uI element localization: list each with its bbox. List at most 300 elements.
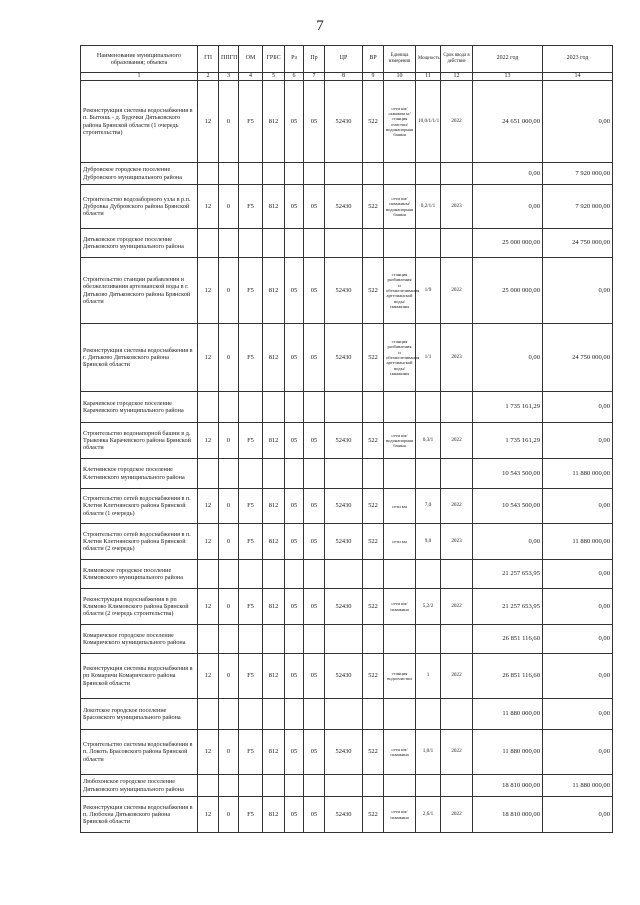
- cell-term: 2023: [441, 185, 473, 229]
- column-index: 12: [441, 73, 473, 81]
- cell-cr: [325, 229, 363, 258]
- cell-rz: 05: [285, 185, 304, 229]
- cell-om: F5: [239, 730, 263, 775]
- cell-gp: 12: [198, 423, 219, 459]
- cell-gp: [198, 229, 219, 258]
- cell-vr: [363, 163, 384, 185]
- cell-om: F5: [239, 324, 263, 392]
- cell-cr: [325, 392, 363, 423]
- cell-cr: 52430: [325, 81, 363, 163]
- cell-term: 2022: [441, 589, 473, 625]
- cell-om: F5: [239, 185, 263, 229]
- cell-rz: [285, 625, 304, 654]
- cell-unit: [384, 560, 416, 589]
- cell-rz: 05: [285, 797, 304, 833]
- cell-cr: [325, 625, 363, 654]
- cell-term: [441, 775, 473, 797]
- cell-vr: [363, 775, 384, 797]
- cell-om: F5: [239, 258, 263, 324]
- cell-vr: [363, 459, 384, 489]
- cell-ppgp: [219, 560, 239, 589]
- cell-power: 10,0/1/1/1: [416, 81, 441, 163]
- cell-unit: [384, 625, 416, 654]
- cell-ppgp: 0: [219, 324, 239, 392]
- cell-grbs: 812: [263, 589, 285, 625]
- cell-y2022: 0,00: [473, 163, 543, 185]
- cell-unit: сети км/скважина: [384, 797, 416, 833]
- cell-grbs: [263, 459, 285, 489]
- group-row: [81, 775, 613, 797]
- cell-om: F5: [239, 81, 263, 163]
- column-index: 4: [239, 73, 263, 81]
- column-index: 11: [416, 73, 441, 81]
- column-index: 10: [384, 73, 416, 81]
- cell-power: [416, 560, 441, 589]
- cell-ppgp: [219, 775, 239, 797]
- cell-rz: 05: [285, 589, 304, 625]
- cell-rz: 05: [285, 324, 304, 392]
- cell-unit: сети км/скважина: [384, 589, 416, 625]
- cell-y2022: 0,00: [473, 185, 543, 229]
- cell-cr: 52430: [325, 185, 363, 229]
- cell-name: Реконструкция системы водоснабжения в рп Комаричи Комаричского района Брянской области: [81, 654, 198, 699]
- cell-ppgp: 0: [219, 258, 239, 324]
- cell-cr: 52430: [325, 797, 363, 833]
- header-row: [81, 46, 613, 73]
- object-row: [81, 730, 613, 775]
- cell-y2023: 24 750 000,00: [543, 229, 613, 258]
- cell-om: [239, 229, 263, 258]
- object-row: [81, 423, 613, 459]
- cell-cr: 52430: [325, 654, 363, 699]
- cell-y2023: 0,00: [543, 589, 613, 625]
- cell-rz: 05: [285, 524, 304, 560]
- cell-rz: 05: [285, 654, 304, 699]
- cell-power: 7,0: [416, 489, 441, 524]
- cell-unit: сети км/скважина: [384, 730, 416, 775]
- cell-om: [239, 625, 263, 654]
- cell-cr: [325, 699, 363, 730]
- cell-y2022: 1 735 161,29: [473, 392, 543, 423]
- cell-name: Реконструкция системы водоснабжения в п. Бытошь - д. Будочки Дятьковского района Брянской области (1 очередь строительства): [81, 81, 198, 163]
- cell-power: 1/1: [416, 324, 441, 392]
- cell-cr: 52430: [325, 524, 363, 560]
- cell-ppgp: 0: [219, 489, 239, 524]
- cell-om: [239, 163, 263, 185]
- cell-om: F5: [239, 489, 263, 524]
- cell-name: Строительство системы водоснабжения в п. Локоть Брасовского района Брянской области: [81, 730, 198, 775]
- cell-gp: 12: [198, 489, 219, 524]
- cell-power: [416, 229, 441, 258]
- cell-gp: [198, 163, 219, 185]
- cell-y2023: 11 880 000,00: [543, 775, 613, 797]
- cell-grbs: 812: [263, 423, 285, 459]
- column-index: 3: [219, 73, 239, 81]
- cell-pr: 05: [304, 258, 325, 324]
- cell-gp: 12: [198, 185, 219, 229]
- cell-power: [416, 163, 441, 185]
- column-header: Рз: [285, 46, 304, 73]
- cell-power: [416, 775, 441, 797]
- cell-rz: 05: [285, 258, 304, 324]
- group-row: [81, 392, 613, 423]
- cell-term: [441, 560, 473, 589]
- cell-grbs: 812: [263, 324, 285, 392]
- cell-unit: сети км/скважин ы/станция очистки/ водонапорная башня: [384, 81, 416, 163]
- column-header: 2022 год: [473, 46, 543, 73]
- cell-gp: [198, 459, 219, 489]
- cell-pr: 05: [304, 589, 325, 625]
- object-row: [81, 654, 613, 699]
- cell-gp: [198, 560, 219, 589]
- cell-unit: станция водоочистки: [384, 654, 416, 699]
- cell-rz: [285, 229, 304, 258]
- column-index: 13: [473, 73, 543, 81]
- cell-pr: 05: [304, 489, 325, 524]
- cell-y2023: 0,00: [543, 423, 613, 459]
- cell-vr: [363, 392, 384, 423]
- cell-grbs: 812: [263, 81, 285, 163]
- column-header: 2023 год: [543, 46, 613, 73]
- cell-vr: 522: [363, 81, 384, 163]
- column-index: 1: [81, 73, 198, 81]
- cell-unit: сети км: [384, 524, 416, 560]
- object-row: [81, 258, 613, 324]
- cell-unit: [384, 229, 416, 258]
- cell-pr: 05: [304, 730, 325, 775]
- cell-y2023: 11 880 000,00: [543, 524, 613, 560]
- cell-vr: 522: [363, 185, 384, 229]
- cell-pr: [304, 392, 325, 423]
- cell-y2023: 11 880 000,00: [543, 459, 613, 489]
- cell-gp: 12: [198, 81, 219, 163]
- cell-gp: 12: [198, 324, 219, 392]
- column-index: 8: [325, 73, 363, 81]
- cell-y2022: 25 000 000,00: [473, 258, 543, 324]
- cell-power: [416, 699, 441, 730]
- cell-pr: 05: [304, 81, 325, 163]
- cell-ppgp: [219, 699, 239, 730]
- cell-y2023: 0,00: [543, 699, 613, 730]
- cell-vr: [363, 229, 384, 258]
- cell-y2022: 0,00: [473, 324, 543, 392]
- cell-name: Дубровское городское поселение Дубровского муниципального района: [81, 163, 198, 185]
- cell-grbs: 812: [263, 524, 285, 560]
- group-row: [81, 699, 613, 730]
- cell-name: Климовское городское поселение Климовского муниципального района: [81, 560, 198, 589]
- cell-cr: [325, 459, 363, 489]
- cell-ppgp: 0: [219, 589, 239, 625]
- page-number: 7: [316, 18, 324, 34]
- cell-y2023: 0,00: [543, 489, 613, 524]
- group-row: [81, 229, 613, 258]
- column-header: ГП: [198, 46, 219, 73]
- object-row: [81, 324, 613, 392]
- column-index: 7: [304, 73, 325, 81]
- cell-gp: 12: [198, 589, 219, 625]
- cell-ppgp: 0: [219, 423, 239, 459]
- cell-name: Дятьковское городское поселение Дятьковского муниципального района: [81, 229, 198, 258]
- cell-y2022: 11 880 000,00: [473, 699, 543, 730]
- cell-gp: [198, 392, 219, 423]
- cell-term: 2023: [441, 524, 473, 560]
- cell-rz: [285, 392, 304, 423]
- cell-rz: 05: [285, 81, 304, 163]
- cell-vr: 522: [363, 423, 384, 459]
- cell-rz: [285, 459, 304, 489]
- cell-y2022: 25 000 000,00: [473, 229, 543, 258]
- cell-gp: 12: [198, 797, 219, 833]
- cell-power: 5,2/2: [416, 589, 441, 625]
- cell-term: 2022: [441, 423, 473, 459]
- column-header: ЦР: [325, 46, 363, 73]
- column-index: 14: [543, 73, 613, 81]
- cell-grbs: 812: [263, 797, 285, 833]
- cell-y2023: 7 920 000,00: [543, 163, 613, 185]
- cell-y2023: 0,00: [543, 81, 613, 163]
- cell-rz: 05: [285, 730, 304, 775]
- cell-y2023: 0,00: [543, 730, 613, 775]
- cell-term: 2022: [441, 489, 473, 524]
- column-index: 9: [363, 73, 384, 81]
- cell-pr: 05: [304, 185, 325, 229]
- cell-vr: [363, 625, 384, 654]
- cell-unit: сети км/скважины/водонапорная башня: [384, 185, 416, 229]
- cell-om: F5: [239, 524, 263, 560]
- cell-ppgp: [219, 625, 239, 654]
- cell-name: Реконструкция системы водоснабжения в г. Дятьково Дятьковского района Брянской области: [81, 324, 198, 392]
- object-row: [81, 489, 613, 524]
- cell-y2022: 1 735 161,29: [473, 423, 543, 459]
- cell-y2022: 11 880 000,00: [473, 730, 543, 775]
- object-row: [81, 797, 613, 833]
- cell-cr: 52430: [325, 423, 363, 459]
- cell-term: [441, 229, 473, 258]
- cell-power: 1: [416, 654, 441, 699]
- cell-y2022: 0,00: [473, 524, 543, 560]
- cell-grbs: [263, 775, 285, 797]
- cell-name: Локотское городское поселение Брасовского муниципального района: [81, 699, 198, 730]
- column-header: Срок ввода в действие: [441, 46, 473, 73]
- object-row: [81, 524, 613, 560]
- cell-power: [416, 392, 441, 423]
- cell-power: [416, 625, 441, 654]
- cell-grbs: [263, 560, 285, 589]
- cell-ppgp: 0: [219, 81, 239, 163]
- cell-name: Любохонское городское поселение Дятьковского муниципального района: [81, 775, 198, 797]
- cell-ppgp: 0: [219, 797, 239, 833]
- cell-power: 1/9: [416, 258, 441, 324]
- cell-y2023: 0,00: [543, 258, 613, 324]
- cell-name: Строительство водозаборного узла в р.п. Дубровка Дубровского района Брянской области: [81, 185, 198, 229]
- cell-pr: [304, 699, 325, 730]
- cell-grbs: [263, 392, 285, 423]
- cell-cr: [325, 775, 363, 797]
- column-header: Единица измерения: [384, 46, 416, 73]
- column-index-row: [81, 73, 613, 81]
- cell-unit: [384, 392, 416, 423]
- column-header: ОМ: [239, 46, 263, 73]
- cell-name: Реконструкция системы водоснабжения в п. Любохна Дятьковского района Брянской области: [81, 797, 198, 833]
- cell-gp: 12: [198, 258, 219, 324]
- cell-y2023: 0,00: [543, 625, 613, 654]
- cell-pr: [304, 625, 325, 654]
- cell-rz: [285, 775, 304, 797]
- cell-pr: 05: [304, 324, 325, 392]
- cell-om: F5: [239, 423, 263, 459]
- cell-vr: 522: [363, 797, 384, 833]
- cell-om: [239, 699, 263, 730]
- cell-gp: [198, 775, 219, 797]
- cell-grbs: 812: [263, 258, 285, 324]
- cell-name: Строительство станции разбавления и обезжелезивания артезианской воды в г. Дятьково Дятьковского района Брянской области: [81, 258, 198, 324]
- cell-power: 1,0/1: [416, 730, 441, 775]
- cell-vr: 522: [363, 589, 384, 625]
- cell-pr: [304, 775, 325, 797]
- column-index: 6: [285, 73, 304, 81]
- table-body: [81, 81, 613, 833]
- cell-pr: [304, 459, 325, 489]
- cell-om: [239, 775, 263, 797]
- cell-pr: [304, 560, 325, 589]
- cell-pr: 05: [304, 654, 325, 699]
- cell-unit: станция разбавления и обезжелезивания артезианской воды/скважины: [384, 324, 416, 392]
- cell-grbs: [263, 625, 285, 654]
- cell-y2022: 10 543 500,00: [473, 459, 543, 489]
- cell-rz: [285, 699, 304, 730]
- cell-cr: 52430: [325, 730, 363, 775]
- cell-cr: 52430: [325, 258, 363, 324]
- cell-y2022: 26 851 116,60: [473, 654, 543, 699]
- cell-term: 2022: [441, 258, 473, 324]
- cell-ppgp: 0: [219, 185, 239, 229]
- cell-term: [441, 459, 473, 489]
- cell-term: [441, 625, 473, 654]
- cell-unit: сети км: [384, 489, 416, 524]
- cell-term: 2023: [441, 324, 473, 392]
- cell-name: Строительство водонапорной башни в д. Трыковка Карачевского района Брянской области: [81, 423, 198, 459]
- cell-unit: сети км/водонапорная башня: [384, 423, 416, 459]
- cell-grbs: [263, 699, 285, 730]
- cell-name: Строительство сетей водоснабжения в п. Клетня Клетнянского района Брянской области (2 очередь): [81, 524, 198, 560]
- cell-vr: [363, 560, 384, 589]
- cell-vr: 522: [363, 489, 384, 524]
- cell-grbs: 812: [263, 730, 285, 775]
- group-row: [81, 459, 613, 489]
- cell-rz: [285, 163, 304, 185]
- cell-y2023: 0,00: [543, 392, 613, 423]
- cell-om: F5: [239, 797, 263, 833]
- cell-unit: [384, 775, 416, 797]
- cell-pr: 05: [304, 524, 325, 560]
- cell-vr: 522: [363, 730, 384, 775]
- cell-gp: 12: [198, 654, 219, 699]
- cell-ppgp: [219, 459, 239, 489]
- cell-gp: [198, 699, 219, 730]
- cell-unit: [384, 163, 416, 185]
- object-row: [81, 185, 613, 229]
- cell-y2022: 21 257 653,95: [473, 560, 543, 589]
- budget-table: [80, 45, 613, 833]
- cell-vr: 522: [363, 654, 384, 699]
- cell-term: [441, 699, 473, 730]
- cell-grbs: 812: [263, 654, 285, 699]
- cell-ppgp: 0: [219, 524, 239, 560]
- cell-vr: 522: [363, 524, 384, 560]
- cell-grbs: [263, 229, 285, 258]
- cell-cr: [325, 560, 363, 589]
- object-row: [81, 81, 613, 163]
- cell-y2022: 10 543 500,00: [473, 489, 543, 524]
- cell-power: 9,0: [416, 524, 441, 560]
- cell-unit: станция разбавления и обезжелезивания артезианской воды/скважины: [384, 258, 416, 324]
- cell-y2022: 18 810 000,00: [473, 797, 543, 833]
- cell-om: F5: [239, 654, 263, 699]
- cell-unit: [384, 699, 416, 730]
- cell-cr: 52430: [325, 489, 363, 524]
- group-row: [81, 560, 613, 589]
- cell-om: [239, 392, 263, 423]
- cell-name: Реконструкция водоснабжения в рп Климово Климовского района Брянской области (2 очередь строительства): [81, 589, 198, 625]
- column-header: ГРБС: [263, 46, 285, 73]
- object-row: [81, 589, 613, 625]
- cell-pr: 05: [304, 797, 325, 833]
- cell-y2023: 0,00: [543, 560, 613, 589]
- cell-y2022: 21 257 653,95: [473, 589, 543, 625]
- cell-pr: 05: [304, 423, 325, 459]
- cell-y2023: 7 920 000,00: [543, 185, 613, 229]
- cell-unit: [384, 459, 416, 489]
- cell-pr: [304, 229, 325, 258]
- cell-cr: 52430: [325, 324, 363, 392]
- cell-rz: 05: [285, 489, 304, 524]
- cell-grbs: [263, 163, 285, 185]
- cell-name: Строительство сетей водоснабжения в п. Клетня Клетнянского района Брянской области (1 очередь): [81, 489, 198, 524]
- cell-term: 2022: [441, 730, 473, 775]
- cell-name: Комаричское городское поселение Комаричского муниципального района: [81, 625, 198, 654]
- cell-term: 2022: [441, 654, 473, 699]
- cell-power: 0,2/1/1: [416, 185, 441, 229]
- cell-om: [239, 560, 263, 589]
- cell-rz: 05: [285, 423, 304, 459]
- cell-y2022: 18 810 000,00: [473, 775, 543, 797]
- column-index: 5: [263, 73, 285, 81]
- group-row: [81, 163, 613, 185]
- cell-vr: [363, 699, 384, 730]
- cell-term: [441, 392, 473, 423]
- cell-term: 2022: [441, 797, 473, 833]
- cell-gp: [198, 625, 219, 654]
- cell-y2023: 0,00: [543, 797, 613, 833]
- cell-om: F5: [239, 589, 263, 625]
- cell-ppgp: [219, 392, 239, 423]
- column-header: Наименование муниципального образования; объекта: [81, 46, 198, 73]
- cell-power: [416, 459, 441, 489]
- cell-cr: [325, 163, 363, 185]
- column-header: ППГП: [219, 46, 239, 73]
- column-header: Пр: [304, 46, 325, 73]
- cell-grbs: 812: [263, 185, 285, 229]
- cell-name: Клетнянское городское поселение Клетнянского муниципального района: [81, 459, 198, 489]
- cell-y2023: 24 750 000,00: [543, 324, 613, 392]
- cell-ppgp: 0: [219, 654, 239, 699]
- cell-power: 0,3/1: [416, 423, 441, 459]
- cell-y2023: 0,00: [543, 654, 613, 699]
- cell-ppgp: [219, 229, 239, 258]
- cell-gp: 12: [198, 730, 219, 775]
- cell-rz: [285, 560, 304, 589]
- cell-cr: 52430: [325, 589, 363, 625]
